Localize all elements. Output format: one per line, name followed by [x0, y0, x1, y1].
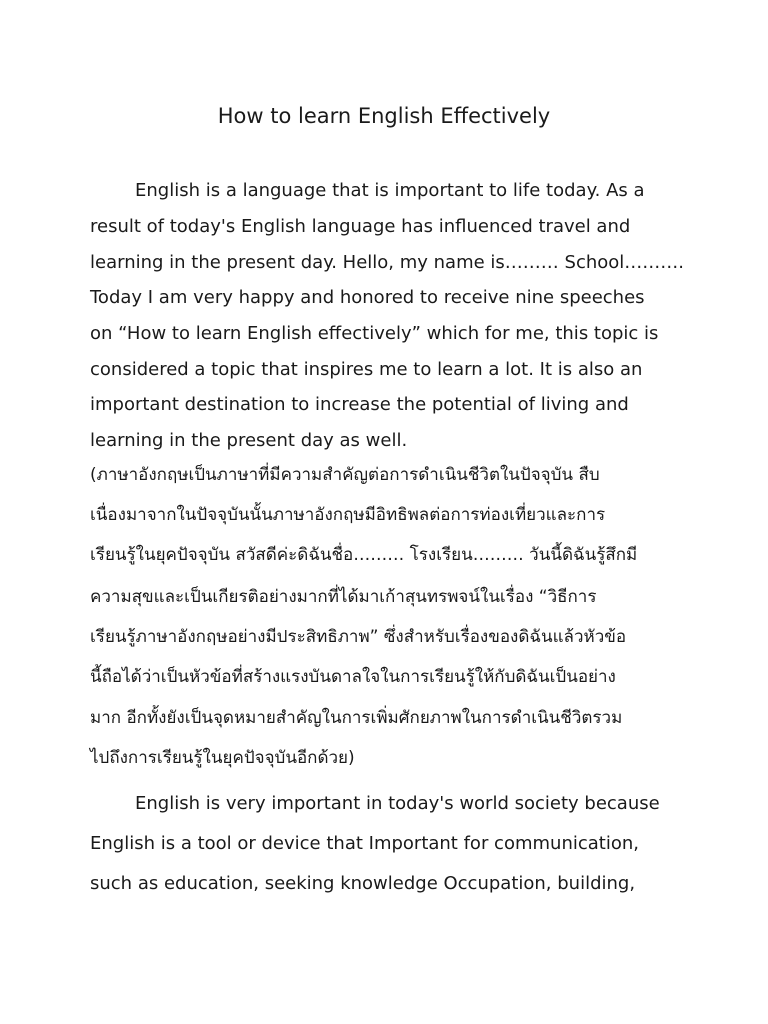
thai-paragraph-line: เรียนรู้ในยุคปัจจุบัน สวัสดีค่ะดิฉันชื่อ……… โรงเรียน……… วันนี้ดิฉันรู้สึกมี — [90, 545, 638, 565]
thai-paragraph-line: มาก อีกทั้งยังเป็นจุดหมายสำคัญในการเพิ่มศักยภาพในการดำเนินชีวิตรวม — [90, 708, 623, 728]
paragraph-line: important destination to increase the potential of living and — [90, 394, 629, 415]
paragraph-line: English is very important in today's world society because — [135, 793, 660, 814]
paragraph-line: Today I am very happy and honored to receive nine speeches — [90, 287, 645, 308]
paragraph-line: learning in the present day. Hello, my name is……… School………. — [90, 252, 684, 273]
paragraph-line: such as education, seeking knowledge Occupation, building, — [90, 873, 636, 894]
thai-paragraph-line: (ภาษาอังกฤษเป็นภาษาที่มีความสำคัญต่อการดำเนินชีวิตในปัจจุบัน สืบ — [90, 465, 600, 485]
paragraph-line: learning in the present day as well. — [90, 430, 408, 451]
paragraph-line: considered a topic that inspires me to learn a lot. It is also an — [90, 359, 643, 380]
thai-paragraph-line: นี้ถือได้ว่าเป็นหัวข้อที่สร้างแรงบันดาลใจในการเรียนรู้ให้กับดิฉันเป็นอย่าง — [90, 667, 616, 687]
thai-paragraph-line: ความสุขและเป็นเกียรติอย่างมากที่ได้มาเก้าสุนทรพจน์ในเรื่อง “วิธีการ — [90, 587, 597, 607]
thai-paragraph-line: เนื่องมาจากในปัจจุบันนั้นภาษาอังกฤษมีอิทธิพลต่อการท่องเที่ยวและการ — [90, 505, 606, 525]
thai-paragraph-line: ไปถึงการเรียนรู้ในยุคปัจจุบันอีกด้วย) — [90, 748, 355, 768]
paragraph-line: on “How to learn English effectively” which for me, this topic is — [90, 323, 659, 344]
document-title: How to learn English Effectively — [217, 104, 551, 128]
paragraph-line: English is a tool or device that Important for communication, — [90, 833, 639, 854]
paragraph-line: English is a language that is important to life today. As a — [135, 180, 645, 201]
thai-paragraph-line: เรียนรู้ภาษาอังกฤษอย่างมีประสิทธิภาพ” ซึ่งสำหรับเรื่องของดิฉันแล้วหัวข้อ — [90, 627, 627, 647]
paragraph-line: result of today's English language has influenced travel and — [90, 216, 631, 237]
